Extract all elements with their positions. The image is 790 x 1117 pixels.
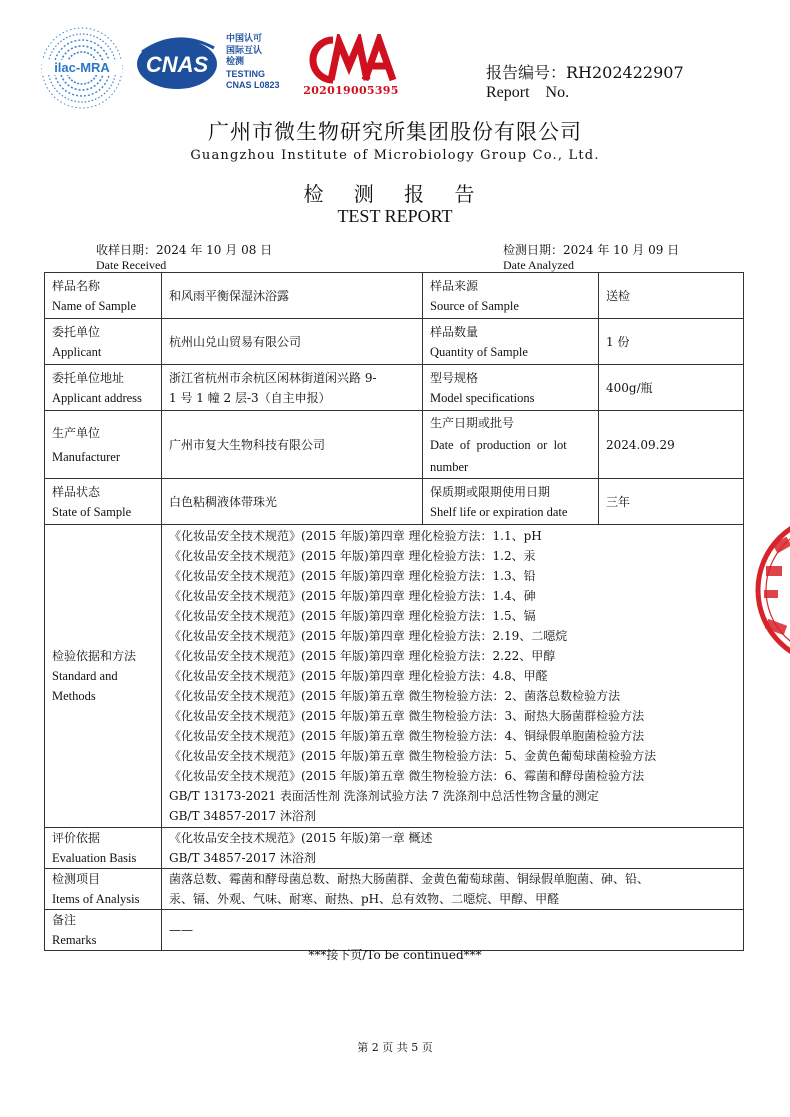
row-items <box>45 869 744 910</box>
standard-line: 《化妆品安全技术规范》(2015 年版)第四章 理化检验方法：4.8、甲醛 <box>169 669 548 683</box>
ilac-mra-logo <box>40 26 124 110</box>
standard-line: 《化妆品安全技术规范》(2015 年版)第五章 微生物检验方法：6、霉菌和酵母菌检验方法 <box>169 769 645 783</box>
standard-line: 《化妆品安全技术规范》(2015 年版)第四章 理化检验方法：2.22、甲醇 <box>169 649 556 663</box>
applicant-value: 杭州山兑山贸易有限公司 <box>162 319 423 365</box>
standard-methods-value <box>162 525 744 828</box>
row-state <box>45 479 744 525</box>
row-sample-name <box>45 273 744 319</box>
company-name-en: Guangzhou Institute of Microbiology Group Co., Ltd. <box>190 148 600 163</box>
report-number-label-en: Report No. <box>486 84 570 101</box>
report-title-en: TEST REPORT <box>337 206 453 226</box>
analysis-items-value: 菌落总数、霉菌和酵母菌总数、耐热大肠菌群、金黄色葡萄球菌、铜绿假单胞菌、砷、铅、 汞、镉、外观、气味、耐寒、耐热、pH、总有效物、二噁烷、甲醇、甲醛 <box>162 869 744 910</box>
standard-line: 《化妆品安全技术规范》(2015 年版)第五章 微生物检验方法：2、菌落总数检验方法 <box>169 689 621 703</box>
ilac-text: ilac-MRA <box>54 60 110 75</box>
standard-line: 《化妆品安全技术规范》(2015 年版)第四章 理化检验方法：1.4、砷 <box>169 589 536 603</box>
standard-line: GB/T 34857-2017 沐浴剂 <box>169 809 316 823</box>
company-name-cn: 广州市微生物研究所集团股份有限公司 <box>208 120 582 144</box>
remarks-value: —— <box>162 910 744 951</box>
model-spec-label: 型号规格 Model specifications <box>423 365 599 411</box>
sample-name-value: 和风雨平衡保湿沐浴露 <box>162 273 423 319</box>
row-evaluation <box>45 828 744 869</box>
applicant-address-value: 浙江省杭州市余杭区闲林街道闲兴路 9- 1 号 1 幢 2 层-3（自主申报） <box>162 365 423 411</box>
standard-line: 《化妆品安全技术规范》(2015 年版)第四章 理化检验方法：1.3、铅 <box>169 569 536 583</box>
cma-number: 202019005395 <box>303 84 399 97</box>
model-spec-value: 400g/瓶 <box>599 365 744 411</box>
standard-line: 《化妆品安全技术规范》(2015 年版)第五章 微生物检验方法：4、铜绿假单胞菌检验方法 <box>169 729 645 743</box>
sample-state-label: 样品状态 State of Sample <box>45 479 162 525</box>
shelf-life-value: 三年 <box>599 479 744 525</box>
applicant-label: 委托单位 Applicant <box>45 319 162 365</box>
standard-line: 《化妆品安全技术规范》(2015 年版)第五章 微生物检验方法：5、金黄色葡萄球菌检验方法 <box>169 749 657 763</box>
production-date-value: 2024.09.29 <box>599 411 744 479</box>
production-date-label: 生产日期或批号 Date of production or lot number <box>423 411 599 479</box>
evaluation-basis-value: 《化妆品安全技术规范》(2015 年版)第一章 概述 GB/T 34857-2017 沐浴剂 <box>162 828 744 869</box>
standard-line: 《化妆品安全技术规范》(2015 年版)第四章 理化检验方法：1.1、pH <box>169 529 542 543</box>
continued-note: ***接下页/To be continued*** <box>308 948 482 962</box>
analysis-items-label: 检测项目 Items of Analysis <box>45 869 162 910</box>
cnas-accreditation-text: 中国认可 国际互认 检测 TESTING CNAS L0823 <box>226 34 280 90</box>
manufacturer-label: 生产单位 Manufacturer <box>45 411 162 479</box>
report-number: 报告编号：RH202422907 <box>486 63 684 82</box>
sample-source-value: 送检 <box>599 273 744 319</box>
row-manufacturer <box>45 411 744 479</box>
manufacturer-value: 广州市复大生物科技有限公司 <box>162 411 423 479</box>
official-seal <box>752 510 790 670</box>
evaluation-basis-label: 评价依据 Evaluation Basis <box>45 828 162 869</box>
date-analyzed: 检测日期：2024 年 10 月 09 日 <box>503 243 680 257</box>
standard-line: GB/T 13173-2021 表面活性剂 洗涤剂试验方法 7 洗涤剂中总活性物含量的测定 <box>169 789 599 803</box>
report-title-cn: 检 测 报 告 <box>303 182 487 206</box>
remarks-label: 备注 Remarks <box>45 910 162 951</box>
row-standard <box>45 525 744 828</box>
sample-state-value: 白色粘稠液体带珠光 <box>162 479 423 525</box>
row-remarks <box>45 910 744 951</box>
standard-line: 《化妆品安全技术规范》(2015 年版)第四章 理化检验方法：1.5、镉 <box>169 609 536 623</box>
row-address <box>45 365 744 411</box>
page-number: 第 2 页 共 5 页 <box>357 1041 433 1054</box>
sample-quantity-label: 样品数量 Quantity of Sample <box>423 319 599 365</box>
applicant-address-label: 委托单位地址 Applicant address <box>45 365 162 411</box>
date-received-label-en: Date Received <box>96 258 167 272</box>
sample-source-label: 样品来源 Source of Sample <box>423 273 599 319</box>
date-analyzed-label-en: Date Analyzed <box>503 258 574 272</box>
standard-line: 《化妆品安全技术规范》(2015 年版)第四章 理化检验方法：2.19、二噁烷 <box>169 629 568 643</box>
report-table <box>44 272 744 951</box>
standard-line: 《化妆品安全技术规范》(2015 年版)第四章 理化检验方法：1.2、汞 <box>169 549 536 563</box>
standard-line: 《化妆品安全技术规范》(2015 年版)第五章 微生物检验方法：3、耐热大肠菌群检验方法 <box>169 709 645 723</box>
sample-name-label: 样品名称 Name of Sample <box>45 273 162 319</box>
date-received: 收样日期：2024 年 10 月 08 日 <box>96 243 273 257</box>
row-applicant <box>45 319 744 365</box>
standard-methods-label: 检验依据和方法 Standard and Methods <box>45 525 162 828</box>
cnas-text: CNAS <box>145 52 209 77</box>
cnas-logo <box>134 32 220 92</box>
sample-quantity-value: 1 份 <box>599 319 744 365</box>
shelf-life-label: 保质期或限期使用日期 Shelf life or expiration date <box>423 479 599 525</box>
